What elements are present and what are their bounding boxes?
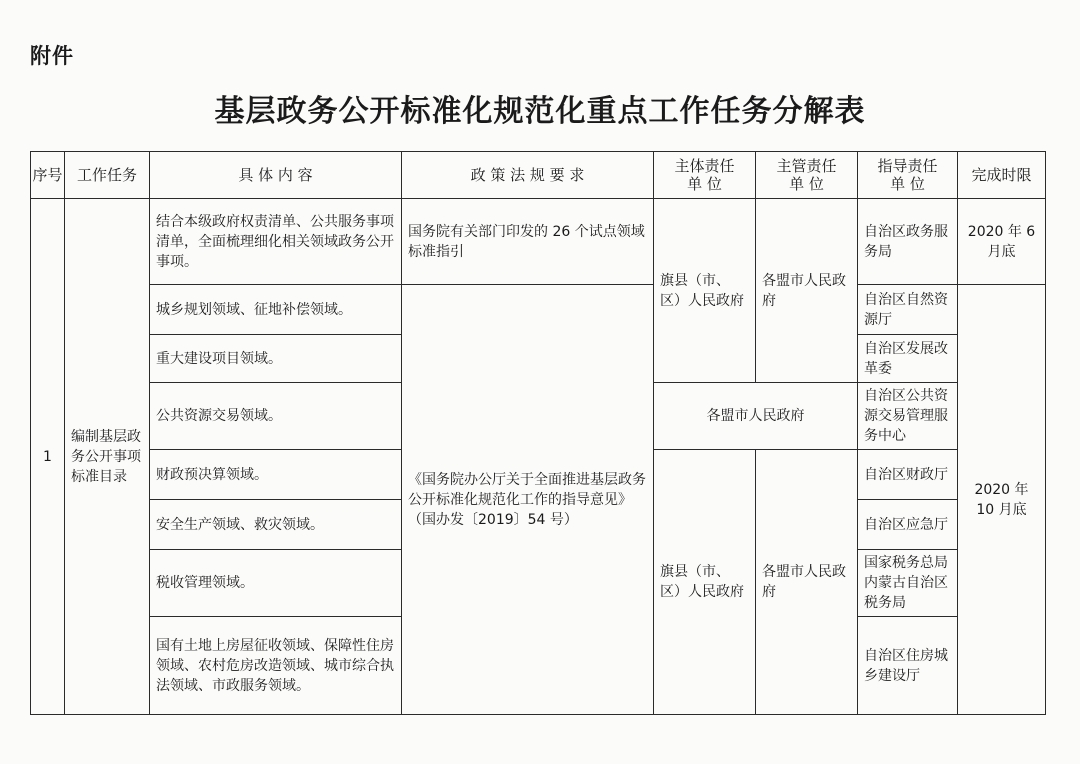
- policy-cell: 国务院有关部门印发的 26 个试点领域标准指引: [402, 199, 654, 285]
- content-cell: 财政预决算领域。: [150, 450, 402, 500]
- guide-unit-cell: 国家税务总局内蒙古自治区税务局: [858, 550, 958, 617]
- guide-unit-cell: 自治区财政厅: [858, 450, 958, 500]
- content-cell: 公共资源交易领域。: [150, 383, 402, 450]
- header-guide-unit: [858, 152, 958, 199]
- seq-cell: 1: [31, 199, 65, 715]
- task-table: [30, 151, 1046, 715]
- guide-unit-cell: 自治区公共资源交易管理服务中心: [858, 383, 958, 450]
- guide-unit-cell: 自治区住房城乡建设厅: [858, 617, 958, 715]
- header-supervise-unit-line2: 单 位: [789, 175, 824, 193]
- attachment-label: 附件: [30, 44, 74, 68]
- table-row: [31, 285, 1046, 335]
- deadline-cell: 2020 年 6 月底: [958, 199, 1046, 285]
- guide-unit-cell: 自治区发展改革委: [858, 335, 958, 383]
- header-guide-unit-line2: 单 位: [890, 175, 925, 193]
- guide-unit-cell: 自治区应急厅: [858, 500, 958, 550]
- header-policy: 政 策 法 规 要 求: [402, 152, 654, 199]
- table-row: [31, 199, 1046, 285]
- header-guide-unit-line1: 指导责任: [877, 157, 938, 175]
- supervise-unit-cell: 各盟市人民政府: [756, 199, 858, 383]
- header-seq: 序号: [31, 152, 65, 199]
- policy-cell: 《国务院办公厅关于全面推进基层政务公开标准化规范化工作的指导意见》（国办发〔2019〕54 号）: [402, 285, 654, 715]
- header-deadline: 完成时限: [958, 152, 1046, 199]
- task-cell: 编制基层政务公开事项标准目录: [65, 199, 150, 715]
- content-cell: 城乡规划领域、征地补偿领域。: [150, 285, 402, 335]
- header-main-unit: [654, 152, 756, 199]
- content-cell: 结合本级政府权责清单、公共服务事项清单，全面梳理细化相关领域政务公开事项。: [150, 199, 402, 285]
- content-cell: 重大建设项目领域。: [150, 335, 402, 383]
- header-supervise-unit-line1: 主管责任: [776, 157, 837, 175]
- guide-unit-cell: 自治区自然资源厅: [858, 285, 958, 335]
- main-unit-cell: 旗县（市、区）人民政府: [654, 199, 756, 383]
- header-content: 具 体 内 容: [150, 152, 402, 199]
- guide-unit-cell: 自治区政务服务局: [858, 199, 958, 285]
- content-cell: 税收管理领域。: [150, 550, 402, 617]
- main-unit-cell: 各盟市人民政府: [654, 383, 858, 450]
- header-row: [31, 152, 1046, 199]
- header-main-unit-line1: 主体责任: [674, 157, 735, 175]
- header-main-unit-line2: 单 位: [687, 175, 722, 193]
- header-supervise-unit: [756, 152, 858, 199]
- content-cell: 安全生产领域、救灾领域。: [150, 500, 402, 550]
- page-title: 基层政务公开标准化规范化重点工作任务分解表: [214, 94, 866, 129]
- header-task: 工作任务: [65, 152, 150, 199]
- main-unit-cell: 旗县（市、区）人民政府: [654, 450, 756, 715]
- content-cell: 国有土地上房屋征收领域、保障性住房领域、农村危房改造领域、城市综合执法领域、市政服务领域。: [150, 617, 402, 715]
- deadline-cell: 2020 年 10 月底: [958, 285, 1046, 715]
- supervise-unit-cell: 各盟市人民政府: [756, 450, 858, 715]
